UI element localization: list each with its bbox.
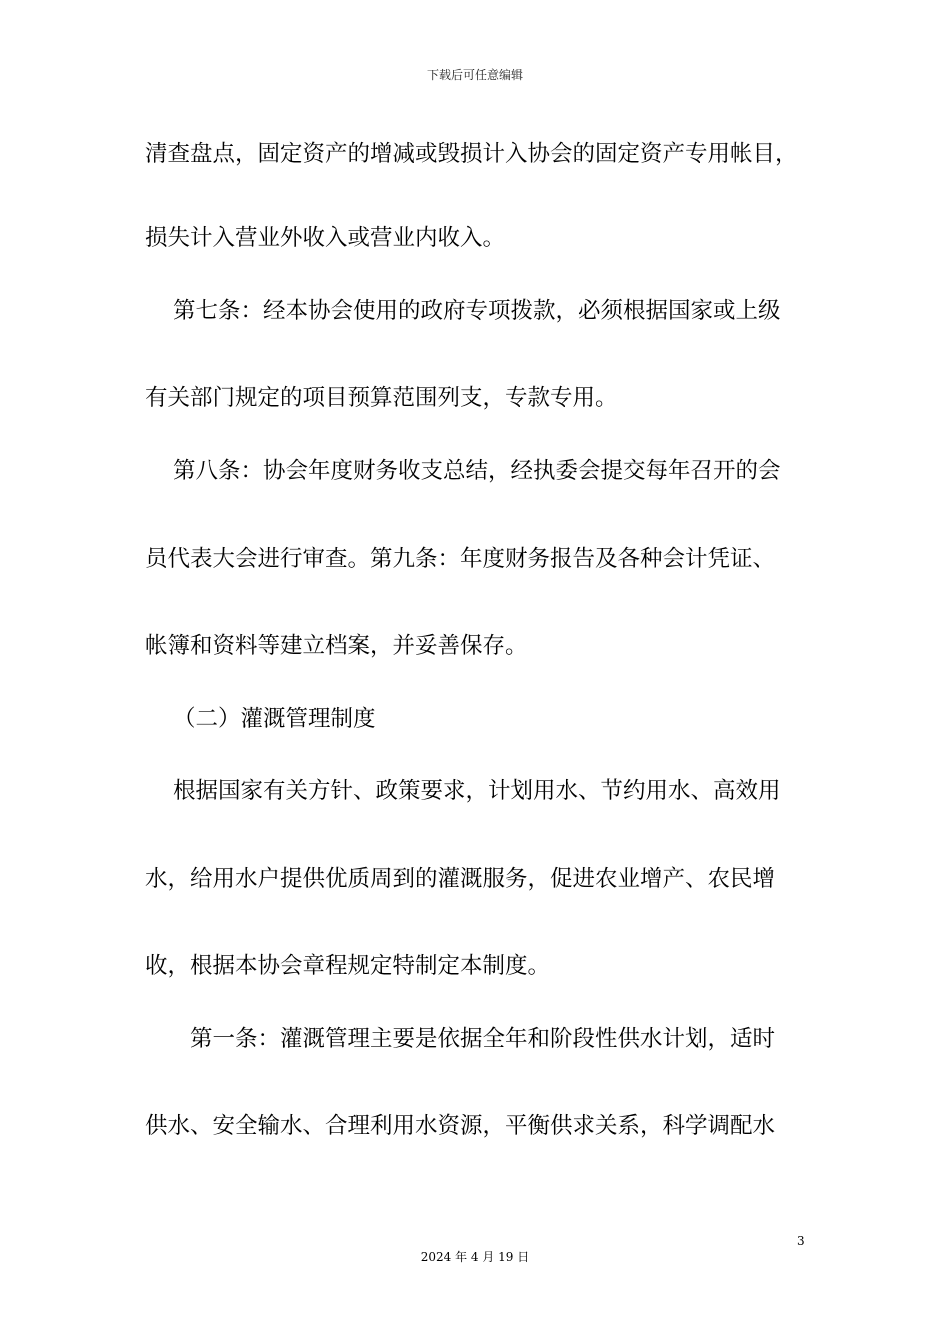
body-line: 损失计入营业外收入或营业内收入。 (145, 225, 506, 251)
body-line: 第八条：协会年度财务收支总结，经执委会提交每年召开的会 (173, 458, 781, 484)
body-line: 水，给用水户提供优质周到的灌溉服务，促进农业增产、农民增 (145, 866, 776, 892)
body-line: 清查盘点，固定资产的增减或毁损计入协会的固定资产专用帐目， (145, 141, 798, 167)
body-line: 收，根据本协会章程规定特制定本制度。 (145, 953, 551, 979)
section-heading: （二）灌溉管理制度 (173, 706, 376, 732)
body-line: 根据国家有关方针、政策要求，计划用水、节约用水、高效用 (173, 778, 781, 804)
body-line: 员代表大会进行审查。第九条：年度财务报告及各种会计凭证、 (145, 546, 776, 572)
body-line: 第七条：经本协会使用的政府专项拨款，必须根据国家或上级 (173, 298, 781, 324)
page-number: 3 (797, 1234, 805, 1248)
body-line: 供水、安全输水、合理利用水资源，平衡供求关系，科学调配水 (145, 1113, 776, 1139)
footer-date: 2024 年 4 月 19 日 (420, 1250, 530, 1264)
body-line: 帐簿和资料等建立档案，并妥善保存。 (145, 633, 528, 659)
body-line: 有关部门规定的项目预算范围列支，专款专用。 (145, 385, 618, 411)
body-line: 第一条：灌溉管理主要是依据全年和阶段性供水计划，适时 (190, 1026, 776, 1052)
page-header-note: 下载后可任意编辑 (426, 68, 523, 82)
